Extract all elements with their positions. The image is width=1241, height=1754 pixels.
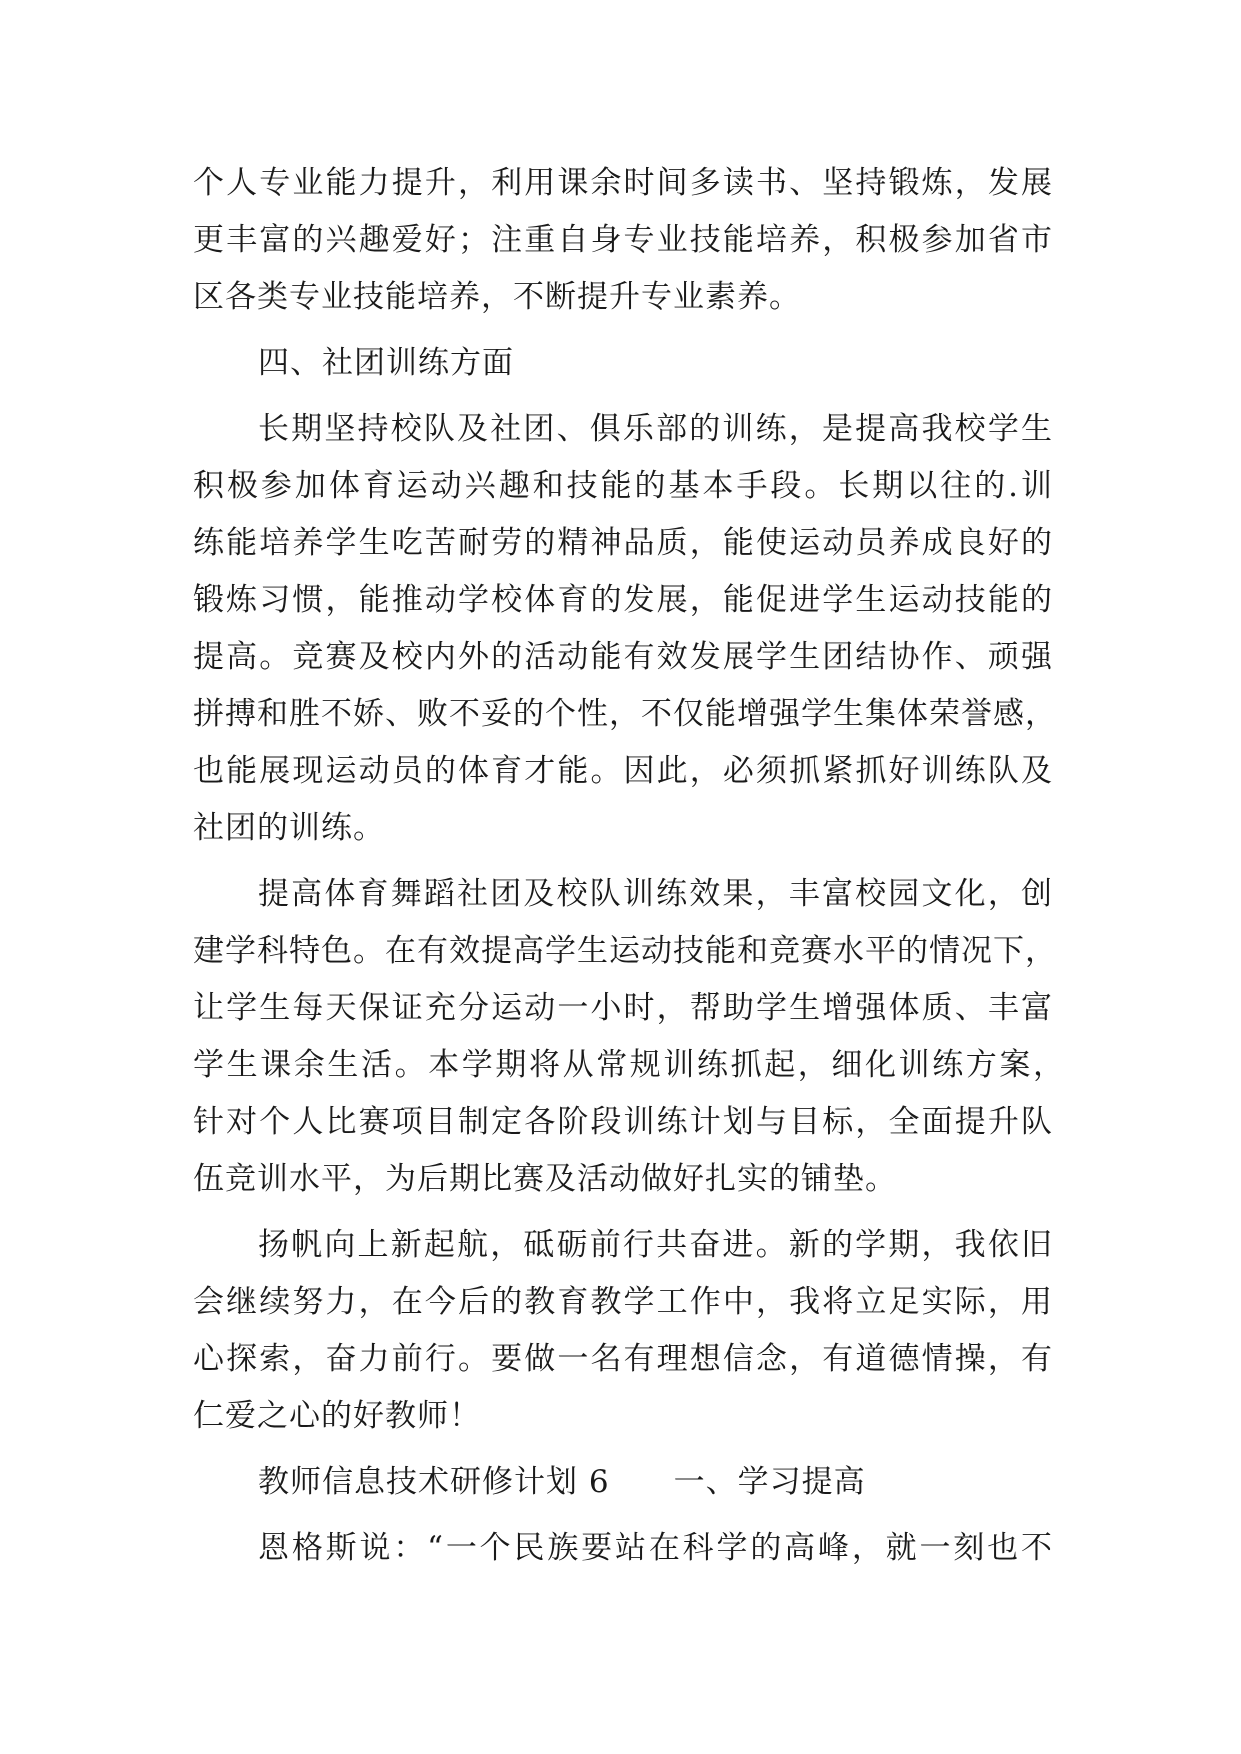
- section-heading: 四、社团训练方面: [258, 345, 514, 381]
- text-line: 个人专业能力提升，利用课余时间多读书、坚持锻炼，发展: [193, 165, 1053, 201]
- text-line: 拼搏和胜不娇、败不妥的个性，不仅能增强学生集体荣誉感，: [193, 696, 1057, 732]
- text-line: 学生课余生活。本学期将从常规训练抓起，细化训练方案，: [193, 1047, 1065, 1083]
- text-line: 长期坚持校队及社团、俱乐部的训练，是提高我校学生: [258, 411, 1053, 447]
- text-line: 社团的训练。: [193, 810, 385, 846]
- text-line: 锻炼习惯，能推动学校体育的发展，能促进学生运动技能的: [193, 582, 1053, 618]
- section-heading: 教师信息技术研修计划 6 一、学习提高: [258, 1464, 866, 1500]
- text-line: 建学科特色。在有效提高学生运动技能和竞赛水平的情况下，: [193, 933, 1057, 969]
- text-line: 扬帆向上新起航，砥砺前行共奋进。新的学期，我依旧: [258, 1227, 1053, 1263]
- text-line: 仁爱之心的好教师！: [193, 1398, 481, 1434]
- text-line: 提高体育舞蹈社团及校队训练效果，丰富校园文化，创: [258, 876, 1053, 912]
- text-line: 让学生每天保证充分运动一小时，帮助学生增强体质、丰富: [193, 990, 1053, 1026]
- text-line: 提高。竞赛及校内外的活动能有效发展学生团结协作、顽强: [193, 639, 1053, 675]
- text-line: 心探索，奋力前行。要做一名有理想信念，有道德情操，有: [193, 1341, 1053, 1377]
- text-line: 练能培养学生吃苦耐劳的精神品质，能使运动员养成良好的: [193, 525, 1053, 561]
- text-line: 积极参加体育运动兴趣和技能的基本手段。长期以往的.训: [193, 468, 1053, 504]
- text-line: 针对个人比赛项目制定各阶段训练计划与目标，全面提升队: [193, 1104, 1053, 1140]
- text-line: 更丰富的兴趣爱好；注重自身专业技能培养，积极参加省市: [193, 222, 1053, 258]
- text-line: 区各类专业技能培养，不断提升专业素养。: [193, 279, 801, 315]
- text-line: 也能展现运动员的体育才能。因此，必须抓紧抓好训练队及: [193, 753, 1053, 789]
- text-line: 伍竞训水平，为后期比赛及活动做好扎实的铺垫。: [193, 1161, 897, 1197]
- text-line: 恩格斯说：“一个民族要站在科学的高峰，就一刻也不: [258, 1530, 1053, 1566]
- text-line: 会继续努力，在今后的教育教学工作中，我将立足实际，用: [193, 1284, 1053, 1320]
